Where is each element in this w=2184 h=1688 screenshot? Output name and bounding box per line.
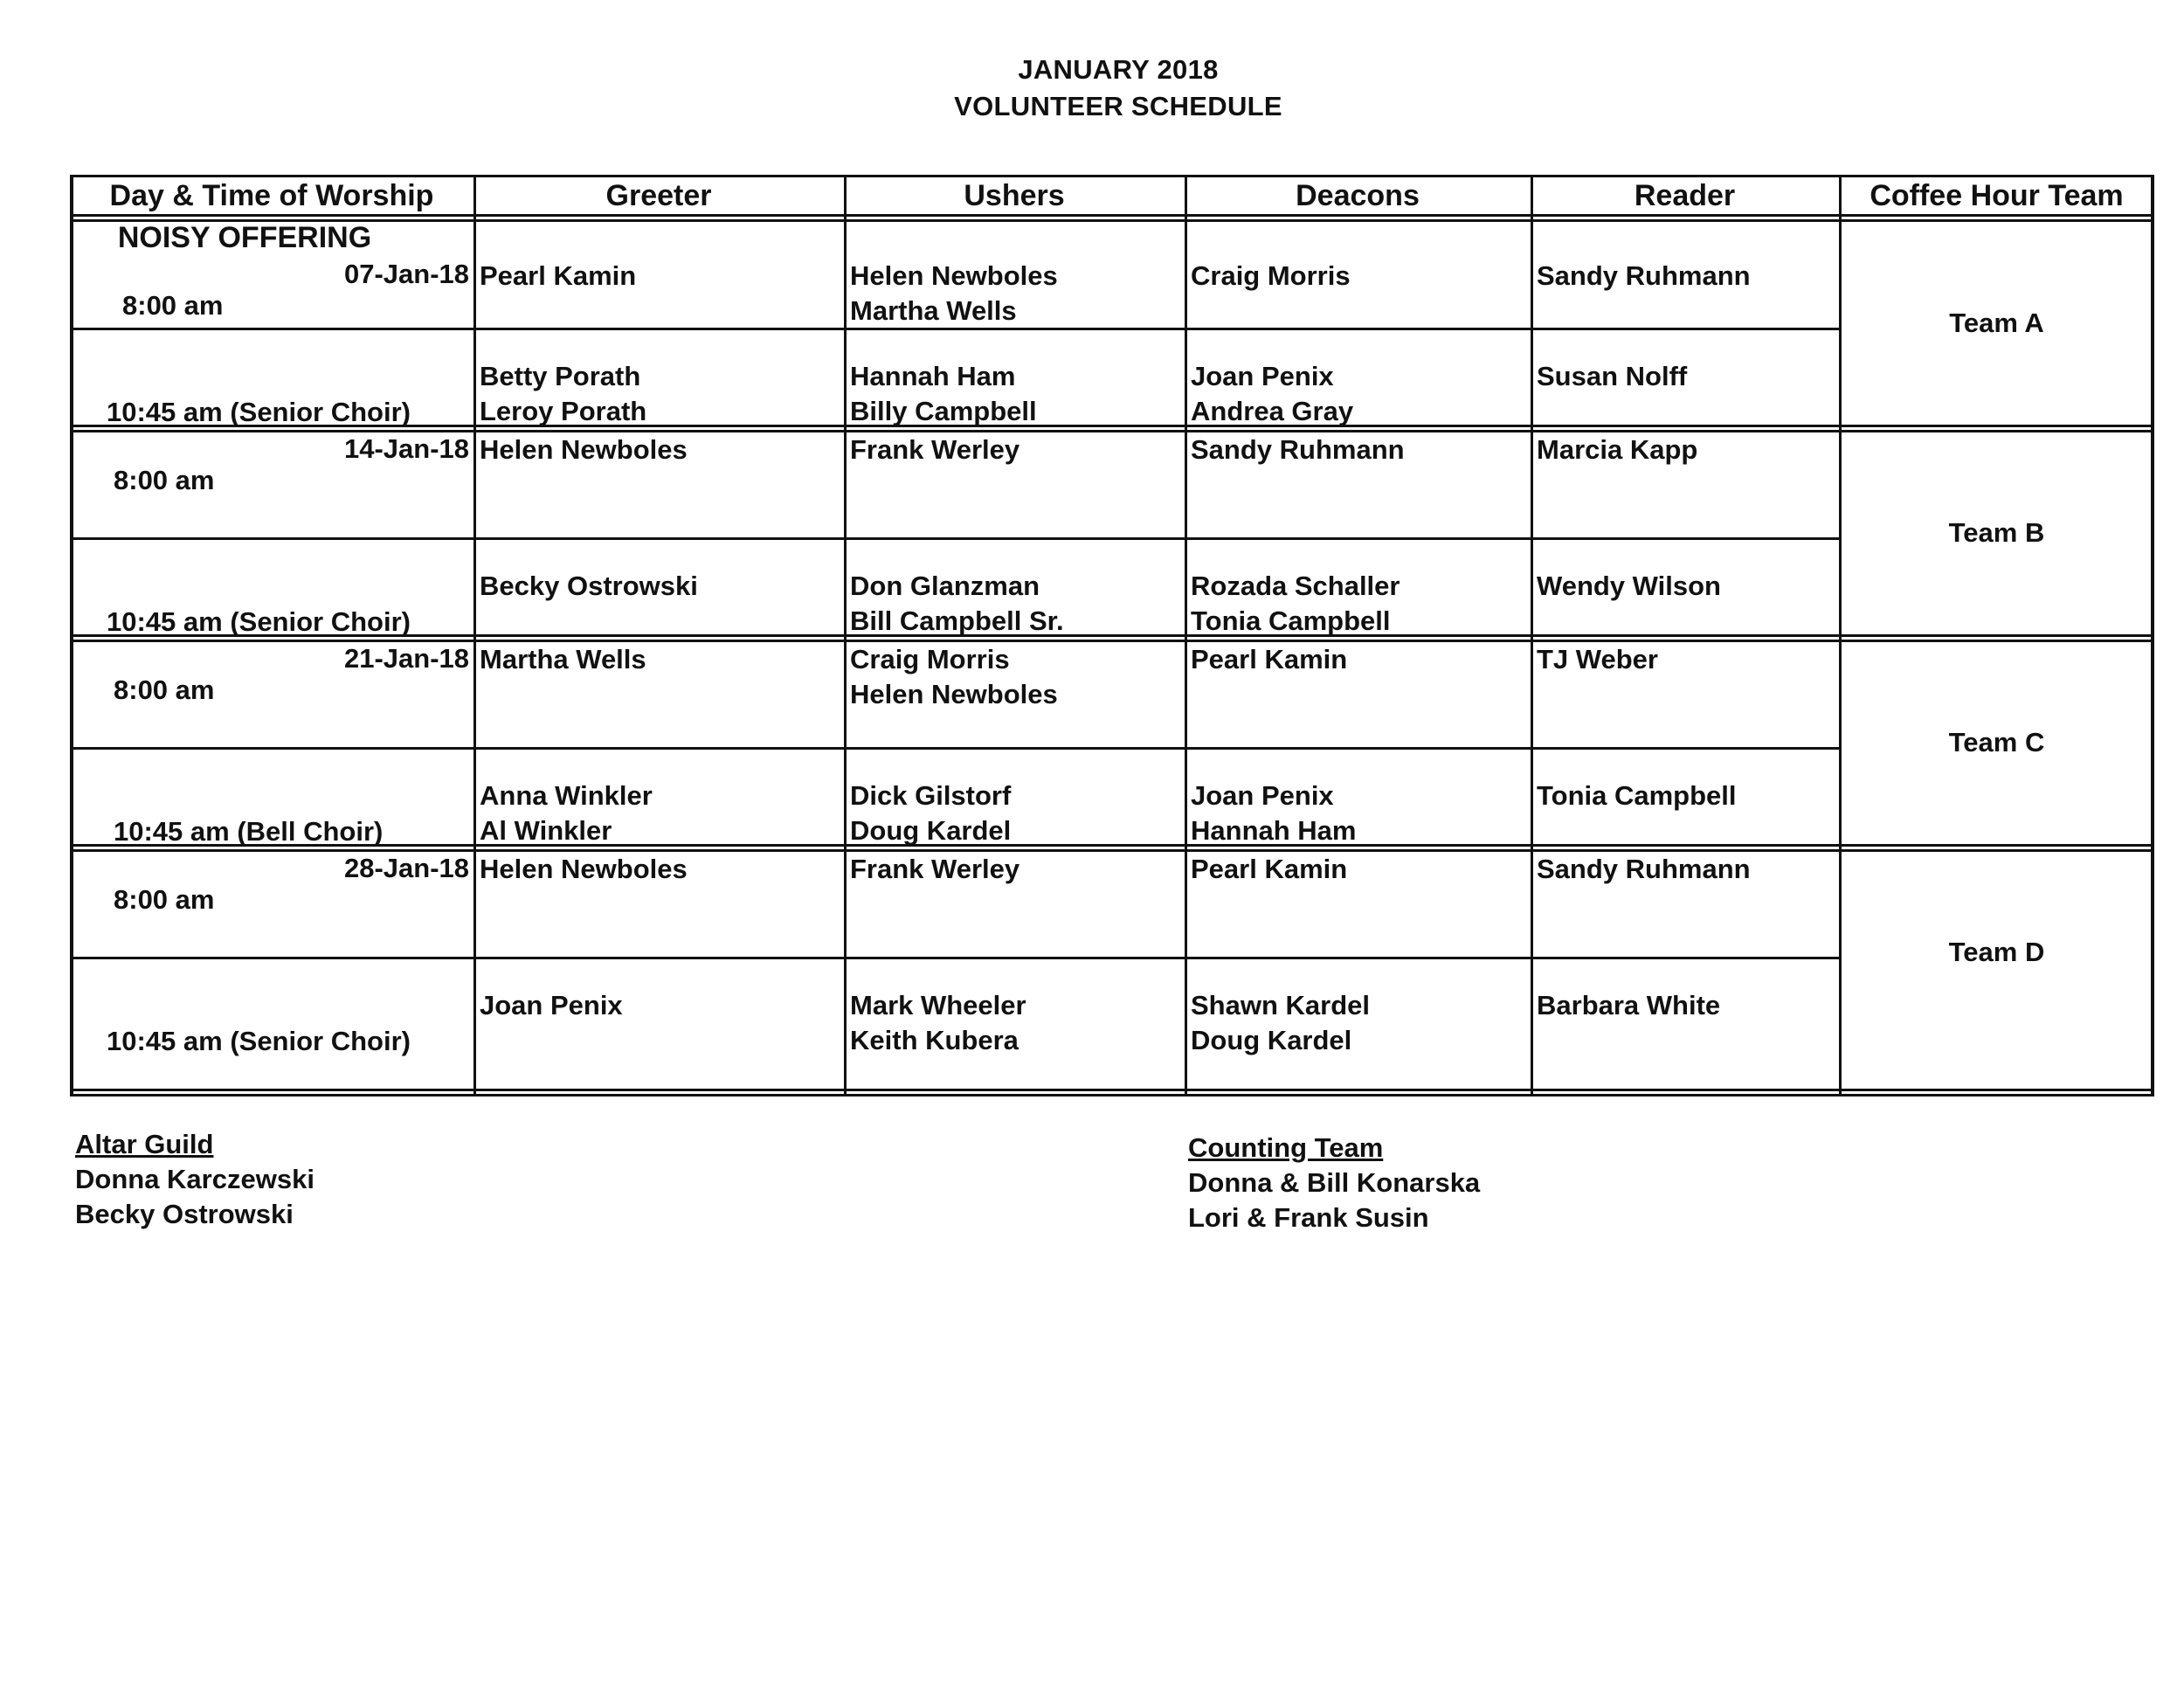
deacons-name: Pearl Kamin xyxy=(1191,854,1348,884)
altar-guild-member: Becky Ostrowski xyxy=(75,1199,294,1229)
coffee-hour-team: Team D xyxy=(1948,937,2045,967)
reader-name: Sandy Ruhmann xyxy=(1537,854,1751,884)
greeter-name: Al Winkler xyxy=(480,815,612,846)
column-header: Deacons xyxy=(1296,179,1420,212)
greeter-name: Becky Ostrowski xyxy=(480,571,698,601)
reader-name: Sandy Ruhmann xyxy=(1537,260,1751,291)
reader-name: Tonia Campbell xyxy=(1537,780,1737,811)
service-time: 10:45 am (Bell Choir) xyxy=(114,816,384,847)
table-bottom-border xyxy=(70,1094,2154,1097)
service-date: 21-Jan-18 xyxy=(343,643,469,674)
ushers-name: Helen Newboles xyxy=(850,679,1058,709)
greeter-name: Anna Winkler xyxy=(480,780,653,811)
ushers-name: Keith Kubera xyxy=(850,1025,1019,1055)
greeter-name: Leroy Porath xyxy=(480,396,647,426)
deacons-name: Sandy Ruhmann xyxy=(1191,434,1405,465)
ushers-name: Helen Newboles xyxy=(850,260,1058,291)
reader-name: TJ Weber xyxy=(1537,644,1658,675)
coffee-hour-team: Team A xyxy=(1949,308,2044,338)
special-service-label: NOISY OFFERING xyxy=(117,221,372,254)
column-header: Day & Time of Worship xyxy=(109,179,434,212)
schedule-month-title: JANUARY 2018 xyxy=(1018,54,1219,85)
altar-guild-section xyxy=(75,1127,314,1232)
ushers-name: Craig Morris xyxy=(850,644,1010,675)
ushers-name: Hannah Ham xyxy=(850,361,1016,391)
service-time: 10:45 am (Senior Choir) xyxy=(107,1026,411,1056)
deacons-name: Tonia Campbell xyxy=(1191,605,1391,636)
schedule-title: VOLUNTEER SCHEDULE xyxy=(954,91,1282,121)
service-date: 07-Jan-18 xyxy=(343,259,469,289)
service-time: 8:00 am xyxy=(114,675,215,705)
greeter-name: Betty Porath xyxy=(480,361,641,391)
altar-guild-member: Donna Karczewski xyxy=(75,1164,314,1194)
ushers-name: Martha Wells xyxy=(850,295,1017,326)
deacons-name: Joan Penix xyxy=(1191,780,1334,811)
ushers-name: Frank Werley xyxy=(850,434,1020,465)
ushers-name: Doug Kardel xyxy=(850,815,1012,846)
deacons-name: Hannah Ham xyxy=(1191,815,1357,846)
column-header: Reader xyxy=(1634,179,1736,212)
deacons-name: Shawn Kardel xyxy=(1191,990,1370,1020)
ushers-name: Bill Campbell Sr. xyxy=(850,605,1064,636)
counting-team-member: Donna & Bill Konarska xyxy=(1188,1167,1481,1198)
column-header: Coffee Hour Team xyxy=(1870,179,2124,212)
service-time: 10:45 am (Senior Choir) xyxy=(107,397,411,427)
ushers-name: Billy Campbell xyxy=(850,396,1037,426)
deacons-name: Craig Morris xyxy=(1191,260,1351,291)
deacons-name: Pearl Kamin xyxy=(1191,644,1348,675)
deacons-name: Andrea Gray xyxy=(1191,396,1354,426)
deacons-name: Rozada Schaller xyxy=(1191,571,1400,601)
deacons-name: Doug Kardel xyxy=(1191,1025,1352,1055)
ushers-name: Frank Werley xyxy=(850,854,1020,884)
service-time: 8:00 am xyxy=(114,884,215,915)
reader-name: Wendy Wilson xyxy=(1537,571,1721,601)
coffee-hour-team: Team C xyxy=(1948,727,2045,758)
ushers-name: Dick Gilstorf xyxy=(850,780,1012,811)
column-header: Ushers xyxy=(964,179,1065,212)
ushers-name: Don Glanzman xyxy=(850,571,1040,601)
ushers-name: Mark Wheeler xyxy=(850,990,1026,1020)
reader-name: Marcia Kapp xyxy=(1537,434,1698,465)
table-bottom-border xyxy=(70,1089,2154,1091)
greeter-name: Martha Wells xyxy=(480,644,646,675)
service-row-divider xyxy=(70,957,1839,959)
service-date: 28-Jan-18 xyxy=(343,853,469,883)
service-row-divider xyxy=(70,747,1839,750)
counting-team-section xyxy=(1188,1131,1480,1235)
greeter-name: Helen Newboles xyxy=(480,434,688,465)
greeter-name: Helen Newboles xyxy=(480,854,688,884)
service-time: 8:00 am xyxy=(114,465,215,495)
volunteer-schedule-table xyxy=(70,175,2154,1094)
reader-name: Barbara White xyxy=(1537,990,1721,1020)
counting-team-member: Lori & Frank Susin xyxy=(1188,1202,1429,1233)
greeter-name: Joan Penix xyxy=(480,990,623,1020)
reader-name: Susan Nolff xyxy=(1537,361,1688,391)
coffee-hour-team: Team B xyxy=(1948,517,2045,548)
column-header: Greeter xyxy=(605,179,712,212)
altar-guild-heading: Altar Guild xyxy=(75,1129,214,1159)
service-row-divider xyxy=(70,537,1839,540)
counting-team-heading: Counting Team xyxy=(1188,1132,1384,1163)
greeter-name: Pearl Kamin xyxy=(480,260,637,291)
service-time: 8:00 am xyxy=(122,290,224,321)
service-date: 14-Jan-18 xyxy=(343,433,469,464)
deacons-name: Joan Penix xyxy=(1191,361,1334,391)
service-time: 10:45 am (Senior Choir) xyxy=(107,606,411,637)
